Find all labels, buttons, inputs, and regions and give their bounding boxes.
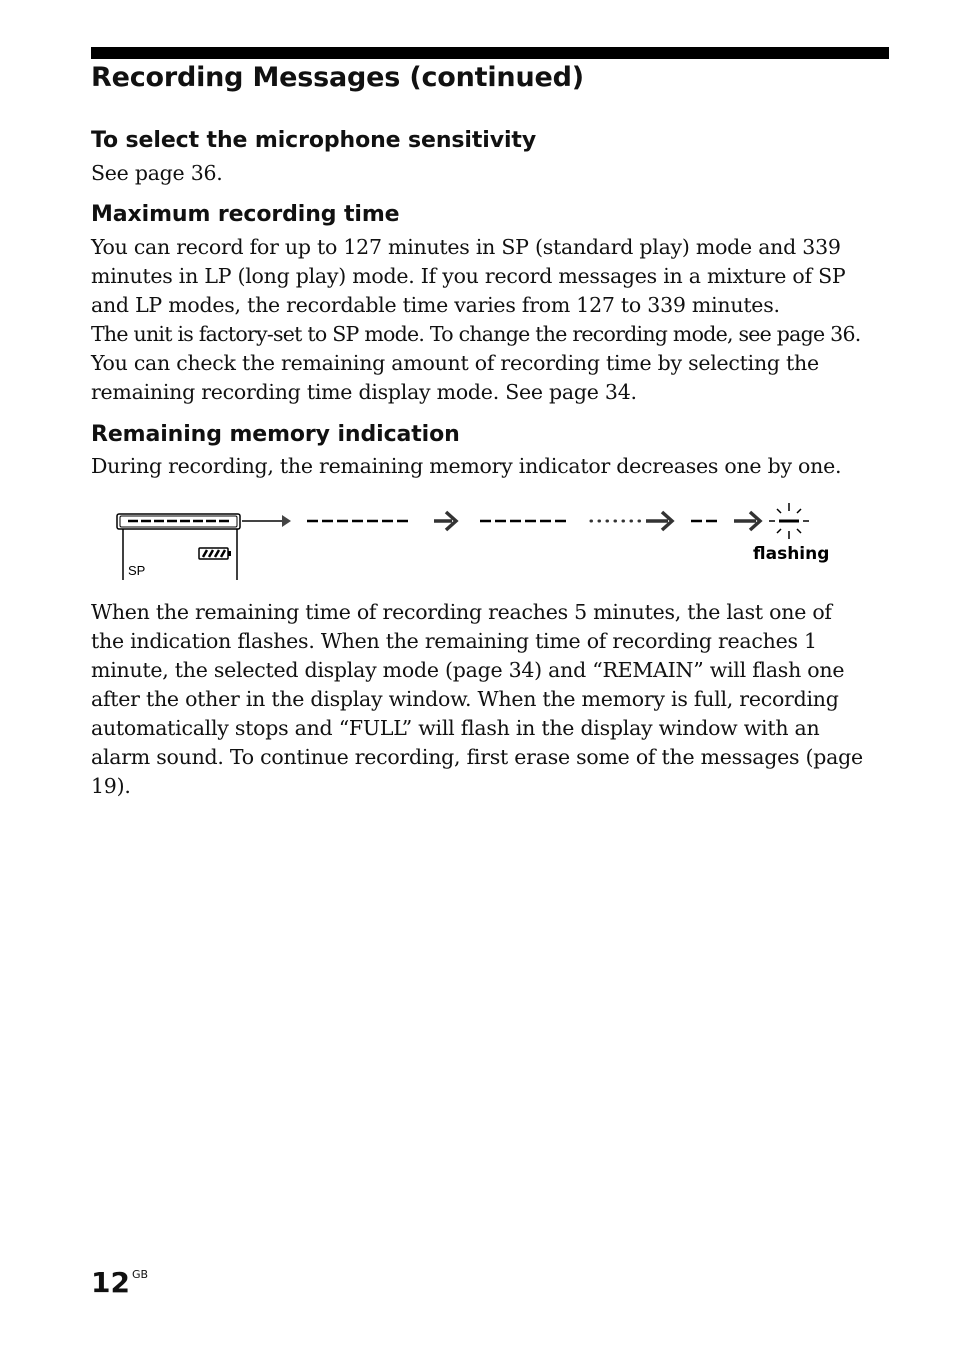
text-line: remaining recording time display mode. See page 34.	[91, 380, 637, 404]
page-number-value: 12	[91, 1266, 130, 1299]
text-line: The unit is factory-set to SP mode. To change the recording mode, see page 36.	[91, 322, 861, 346]
arrow-right-icon	[734, 512, 760, 530]
text-line: You can check the remaining amount of recording time by selecting the	[91, 351, 819, 375]
page-number	[91, 1266, 148, 1299]
text-line: and LP modes, the recordable time varies from 127 to 339 minutes.	[91, 293, 780, 317]
battery-icon	[199, 548, 231, 559]
text-line: 19).	[91, 774, 131, 798]
text-line: minute, the selected display mode (page 34) and “REMAIN” will flash one	[91, 658, 845, 682]
text-line: the indication flashes. When the remaining time of recording reaches 1	[91, 629, 817, 653]
page-number-suffix: GB	[131, 1268, 149, 1281]
heading-microphone-sensitivity: To select the microphone sensitivity	[91, 128, 537, 153]
arrow-right-icon	[646, 512, 672, 530]
paragraph-remaining-memory-indication	[91, 452, 891, 481]
heading-remaining-memory-indication: Remaining memory indication	[91, 422, 460, 447]
heading-maximum-recording-time: Maximum recording time	[91, 202, 400, 227]
arrow-right-icon	[434, 512, 456, 530]
text-line: See page 36.	[91, 161, 223, 185]
display-window	[117, 514, 240, 580]
paragraph-maximum-recording-time	[91, 233, 891, 407]
text-line: When the remaining time of recording reaches 5 minutes, the last one of	[91, 600, 832, 624]
header-rule	[91, 47, 889, 59]
flashing-segment-icon	[769, 503, 809, 539]
paragraph-microphone-sensitivity	[91, 159, 891, 188]
display-mode-label: SP	[128, 563, 146, 578]
paragraph-remaining-time-explanation	[91, 598, 891, 801]
text-line: During recording, the remaining memory indicator decreases one by one.	[91, 454, 842, 478]
flashing-label: flashing	[753, 544, 830, 564]
arrow-right-icon	[242, 515, 291, 527]
page-title: Recording Messages (continued)	[91, 62, 584, 93]
text-line: You can record for up to 127 minutes in SP (standard play) mode and 339	[91, 235, 841, 259]
text-line: minutes in LP (long play) mode. If you record messages in a mixture of SP	[91, 264, 846, 288]
text-line: automatically stops and “FULL” will flash in the display window with an	[91, 716, 820, 740]
text-line: after the other in the display window. When the memory is full, recording	[91, 687, 839, 711]
text-line: alarm sound. To continue recording, first erase some of the messages (page	[91, 745, 863, 769]
memory-indicator-diagram	[110, 500, 850, 585]
